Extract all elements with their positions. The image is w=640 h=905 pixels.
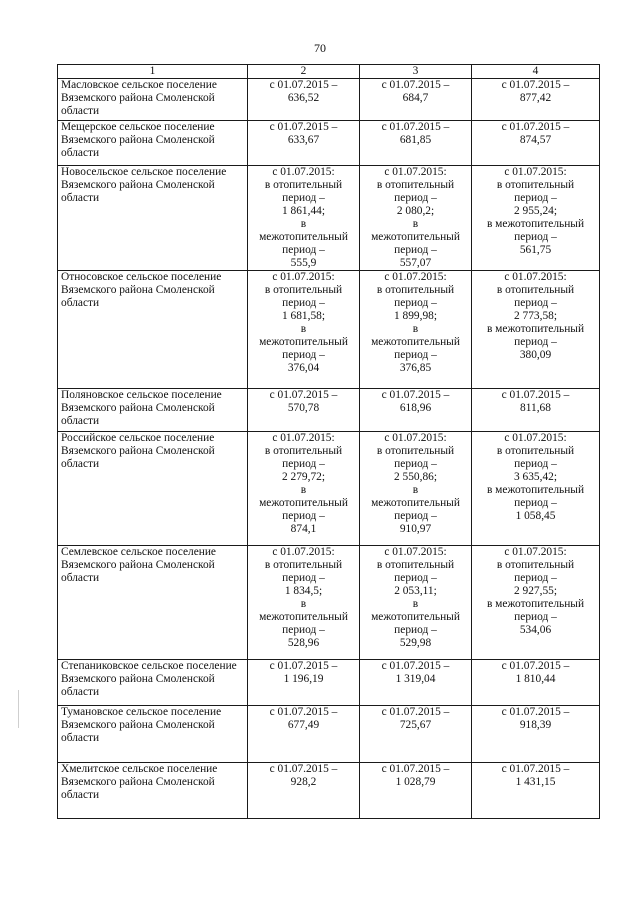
settlement-name: Мещерское сельское поселение Вяземского района Смоленской области [58, 121, 248, 166]
tariff-line: 557,07 [399, 257, 432, 269]
tariff-line: с 01.07.2015 – [381, 763, 450, 775]
tariff-line: с 01.07.2015 – [269, 706, 338, 718]
tariff-line: 1 810,44 [515, 673, 556, 685]
tariff-line: с 01.07.2015: [272, 546, 335, 558]
tariff-line: с 01.07.2015 – [381, 79, 450, 91]
table-body [58, 79, 600, 819]
tariff-line: 1 319,04 [395, 673, 436, 685]
tariff-cell-col3 [360, 706, 472, 763]
tariff-line: межотопительный [371, 336, 460, 348]
tariff-line: 677,49 [287, 719, 320, 731]
tariff-line: 725,67 [399, 719, 432, 731]
tariff-line: в [412, 484, 419, 496]
settlement-name: Новосельское сельское поселение Вяземского района Смоленской области [58, 166, 248, 271]
tariff-line: 2 550,86; [393, 471, 438, 483]
tariff-line: 2 080,2; [396, 205, 435, 217]
tariff-line: 570,78 [287, 402, 320, 414]
tariff-line: в [300, 598, 307, 610]
tariff-cell-col3 [360, 546, 472, 660]
tariff-line: в [300, 484, 307, 496]
tariff-line: 376,85 [399, 362, 432, 374]
page-number: 70 [314, 41, 326, 55]
tariff-line: с 01.07.2015 – [381, 389, 450, 401]
tariff-cell-col4 [472, 763, 600, 819]
tariff-line: 555,9 [290, 257, 317, 269]
tariff-line: в [412, 323, 419, 335]
tariff-line: 380,09 [519, 349, 552, 361]
tariff-line: период – [282, 572, 325, 584]
tariff-line: в отопительный [376, 445, 455, 457]
tariff-line: период – [394, 510, 437, 522]
tariff-cell-col3 [360, 79, 472, 121]
tariff-line: с 01.07.2015 – [501, 389, 570, 401]
tariff-line: 681,85 [399, 134, 432, 146]
tariff-line: в [300, 323, 307, 335]
tariff-line: период – [282, 510, 325, 522]
tariff-line: с 01.07.2015 – [381, 121, 450, 133]
tariff-line: в отопительный [496, 179, 575, 191]
tariff-cell-col3 [360, 660, 472, 706]
tariff-cell-col4 [472, 79, 600, 121]
tariff-line: 2 927,55; [513, 585, 558, 597]
tariff-line: 561,75 [519, 244, 552, 256]
table-row [58, 389, 600, 432]
tariff-line: 1 834,5; [284, 585, 323, 597]
tariff-line: с 01.07.2015 – [381, 706, 450, 718]
tariff-line: период – [282, 349, 325, 361]
tariff-line: с 01.07.2015 – [501, 79, 570, 91]
tariff-line: 874,1 [290, 523, 317, 535]
tariff-line: 1 861,44; [281, 205, 326, 217]
settlement-name: Поляновское сельское поселение Вяземского района Смоленской области [58, 389, 248, 432]
tariff-line: с 01.07.2015: [272, 432, 335, 444]
tariff-cell-col3 [360, 389, 472, 432]
tariff-line: в отопительный [376, 559, 455, 571]
settlement-name: Масловское сельское поселение Вяземского района Смоленской области [58, 79, 248, 121]
tariff-line: в отопительный [496, 445, 575, 457]
tariff-cell-col2 [248, 432, 360, 546]
tariff-line: период – [514, 458, 557, 470]
tariff-line: с 01.07.2015 – [501, 706, 570, 718]
tariff-line: 877,42 [519, 92, 552, 104]
tariff-cell-col2 [248, 389, 360, 432]
tariff-cell-col4 [472, 271, 600, 389]
tariff-line: период – [394, 349, 437, 361]
tariff-cell-col3 [360, 763, 472, 819]
tariff-line: межотопительный [371, 231, 460, 243]
tariff-line: 528,96 [287, 637, 320, 649]
tariff-line: в отопительный [264, 445, 343, 457]
tariff-cell-col3 [360, 121, 472, 166]
tariff-line: в [412, 598, 419, 610]
tariff-line: межотопительный [259, 231, 348, 243]
tariff-line: период – [394, 624, 437, 636]
tariff-line: межотопительный [371, 497, 460, 509]
tariff-line: период – [394, 297, 437, 309]
tariff-line: с 01.07.2015: [504, 271, 567, 283]
tariff-line: 1 058,45 [515, 510, 556, 522]
tariff-cell-col4 [472, 432, 600, 546]
tariff-cell-col4 [472, 706, 600, 763]
tariff-line: в отопительный [496, 559, 575, 571]
settlement-name: Тумановское сельское поселение Вяземского района Смоленской области [58, 706, 248, 763]
settlement-name: Хмелитское сельское поселение Вяземского района Смоленской области [58, 763, 248, 819]
tariff-cell-col3 [360, 271, 472, 389]
table-row [58, 546, 600, 660]
tariff-cell-col2 [248, 166, 360, 271]
tariff-line: период – [282, 458, 325, 470]
tariff-line: в межотопительный [486, 598, 585, 610]
tariff-line: 874,57 [519, 134, 552, 146]
tariff-line: с 01.07.2015 – [501, 660, 570, 672]
tariff-line: в отопительный [496, 284, 575, 296]
tariff-line: 2 955,24; [513, 205, 558, 217]
tariff-line: 2 279,72; [281, 471, 326, 483]
tariff-line: период – [394, 572, 437, 584]
tariff-line: в [300, 218, 307, 230]
tariff-line: с 01.07.2015: [384, 546, 447, 558]
tariff-line: период – [514, 611, 557, 623]
table-row [58, 706, 600, 763]
tariff-line: с 01.07.2015: [384, 271, 447, 283]
tariff-line: 811,68 [520, 402, 551, 414]
tariff-cell-col3 [360, 166, 472, 271]
tariff-line: с 01.07.2015 – [501, 121, 570, 133]
settlement-name: Семлевское сельское поселение Вяземского района Смоленской области [58, 546, 248, 660]
tariff-cell-col4 [472, 166, 600, 271]
header-row [58, 65, 600, 79]
column-header-4: 4 [472, 65, 600, 79]
table-row [58, 166, 600, 271]
tariff-cell-col2 [248, 546, 360, 660]
tariff-line: период – [394, 192, 437, 204]
tariff-line: 534,06 [519, 624, 552, 636]
tariff-line: с 01.07.2015 – [269, 660, 338, 672]
tariff-line: в межотопительный [486, 323, 585, 335]
tariff-line: период – [514, 297, 557, 309]
tariff-line: 3 635,42; [513, 471, 558, 483]
tariff-line: с 01.07.2015: [504, 166, 567, 178]
tariff-line: с 01.07.2015: [384, 166, 447, 178]
tariff-line: период – [282, 624, 325, 636]
tariff-line: 1 028,79 [395, 776, 436, 788]
settlement-name: Относовское сельское поселение Вяземского района Смоленской области [58, 271, 248, 389]
tariff-line: межотопительный [371, 611, 460, 623]
tariff-cell-col2 [248, 79, 360, 121]
tariff-cell-col4 [472, 121, 600, 166]
tariff-line: 618,96 [399, 402, 432, 414]
tariff-line: в отопительный [264, 559, 343, 571]
tariff-line: 633,67 [287, 134, 320, 146]
tariff-line: с 01.07.2015: [272, 271, 335, 283]
tariff-line: 1 431,15 [515, 776, 556, 788]
tariff-line: с 01.07.2015 – [269, 79, 338, 91]
tariff-line: с 01.07.2015 – [269, 389, 338, 401]
tariff-line: период – [394, 458, 437, 470]
table-row [58, 79, 600, 121]
tariff-line: с 01.07.2015 – [501, 763, 570, 775]
tariff-cell-col4 [472, 660, 600, 706]
tariff-line: 918,39 [519, 719, 552, 731]
tariff-line: межотопительный [259, 611, 348, 623]
tariff-cell-col2 [248, 121, 360, 166]
tariff-cell-col2 [248, 763, 360, 819]
tariff-line: с 01.07.2015: [504, 432, 567, 444]
tariff-line: с 01.07.2015 – [269, 121, 338, 133]
tariff-line: в межотопительный [486, 484, 585, 496]
tariff-line: 529,98 [399, 637, 432, 649]
table-row [58, 271, 600, 389]
tariff-line: 910,97 [399, 523, 432, 535]
tariff-line: период – [394, 244, 437, 256]
tariff-cell-col3 [360, 432, 472, 546]
tariff-line: 376,04 [287, 362, 320, 374]
tariff-cell-col4 [472, 546, 600, 660]
tariff-line: 636,52 [287, 92, 320, 104]
tariff-line: 1 681,58; [281, 310, 326, 322]
tariff-cell-col2 [248, 660, 360, 706]
tariff-cell-col4 [472, 389, 600, 432]
tariff-line: 928,2 [290, 776, 317, 788]
tariff-line: период – [514, 497, 557, 509]
tariff-line: период – [282, 297, 325, 309]
tariff-line: 1 196,19 [283, 673, 324, 685]
tariff-table [57, 64, 600, 819]
tariff-line: период – [514, 572, 557, 584]
tariff-line: с 01.07.2015 – [381, 660, 450, 672]
column-header-3: 3 [360, 65, 472, 79]
tariff-line: с 01.07.2015: [384, 432, 447, 444]
settlement-name: Российское сельское поселение Вяземского района Смоленской области [58, 432, 248, 546]
tariff-line: в отопительный [264, 284, 343, 296]
tariff-cell-col2 [248, 271, 360, 389]
tariff-line: межотопительный [259, 497, 348, 509]
table-row [58, 763, 600, 819]
tariff-line: период – [282, 244, 325, 256]
tariff-line: период – [514, 231, 557, 243]
tariff-line: 2 773,58; [513, 310, 558, 322]
tariff-line: с 01.07.2015: [504, 546, 567, 558]
tariff-line: период – [514, 192, 557, 204]
tariff-line: межотопительный [259, 336, 348, 348]
tariff-line: с 01.07.2015 – [269, 763, 338, 775]
tariff-line: в отопительный [376, 284, 455, 296]
tariff-line: период – [514, 336, 557, 348]
tariff-line: с 01.07.2015: [272, 166, 335, 178]
tariff-line: период – [282, 192, 325, 204]
table-row [58, 121, 600, 166]
tariff-line: 684,7 [402, 92, 429, 104]
tariff-cell-col2 [248, 706, 360, 763]
tariff-line: в [412, 218, 419, 230]
column-header-2: 2 [248, 65, 360, 79]
column-header-1: 1 [58, 65, 248, 79]
tariff-line: 1 899,98; [393, 310, 438, 322]
settlement-name: Степаниковское сельское поселение Вяземского района Смоленской области [58, 660, 248, 706]
tariff-line: в межотопительный [486, 218, 585, 230]
tariff-line: в отопительный [264, 179, 343, 191]
table-row [58, 432, 600, 546]
tariff-line: в отопительный [376, 179, 455, 191]
table-row [58, 660, 600, 706]
tariff-line: 2 053,11; [394, 585, 437, 597]
scan-mark [18, 690, 19, 728]
